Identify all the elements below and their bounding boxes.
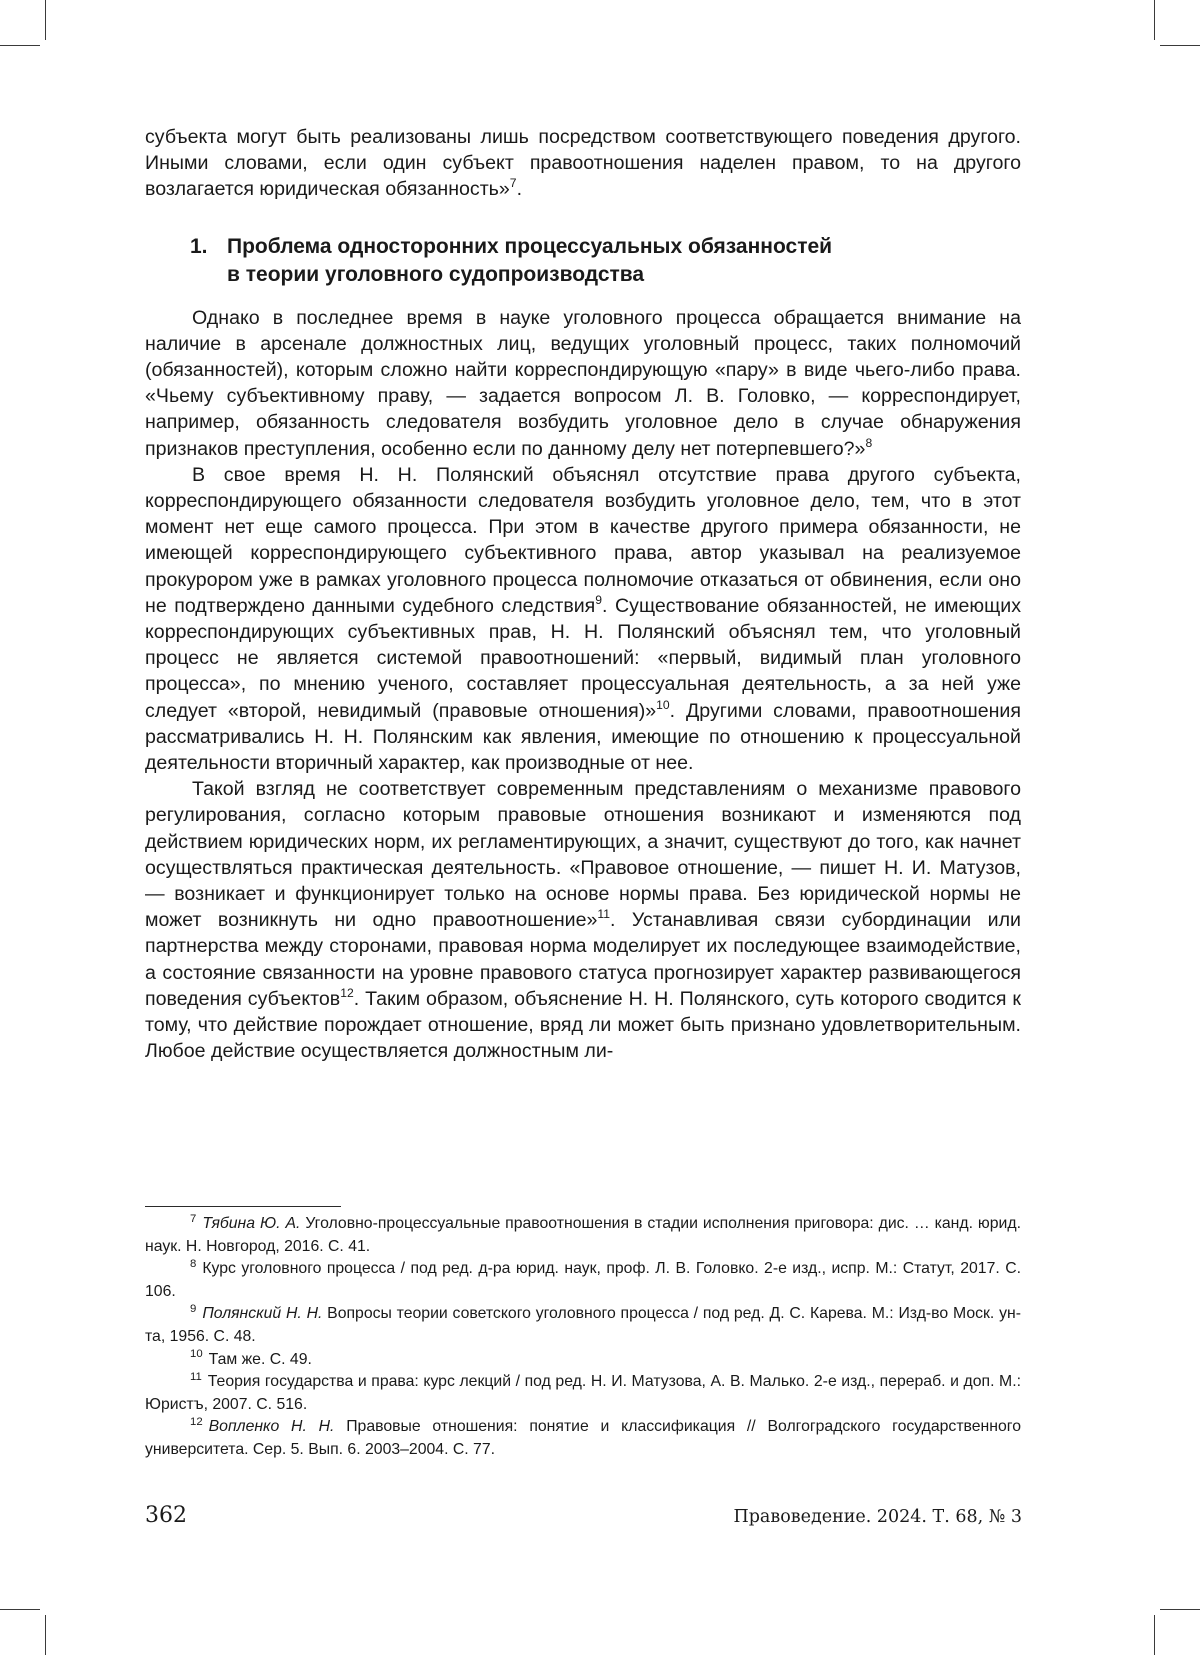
intro-text: субъекта могут быть реализованы лишь посредством соответствующего поведения другого. Иными словами, если один субъект правоотношения наделен правом, то на другого возлагается юридическая обязанность» (145, 126, 1021, 201)
page-number: 362 (145, 1503, 187, 1528)
paragraph-1 (145, 305, 1021, 462)
footnote-number: 10 (190, 1348, 203, 1361)
footnote-9 (145, 1303, 1021, 1348)
footnote-7 (145, 1213, 1021, 1258)
paragraph-2 (145, 462, 1021, 776)
footnote-11 (145, 1371, 1021, 1416)
footnote-ref-12: 12 (340, 986, 354, 1000)
paragraph-3-text-c: . Таким образом, объяснение Н. Н. Полянского, суть которого сводится к тому, что действие порождает отношение, вряд ли может быть признано удовлетворительным. Любое действие осуществляется должностным ли- (145, 987, 1021, 1063)
section-title-line-1: Проблема односторонних процессуальных обязанностей (227, 234, 833, 258)
section-number: 1. (190, 234, 208, 258)
footnote-text: Курс уголовного процесса / под ред. д-ра юрид. наук, проф. Л. В. Головко. 2-е изд., испр. М.: Статут, 2017. С. 106. (145, 1260, 1021, 1300)
footnote-text: Теория государства и права: курс лекций / под ред. Н. И. Матузова, А. В. Малько. 2-е изд., перераб. и доп. М.: Юристъ, 2007. С. 516. (145, 1373, 1021, 1413)
footnote-separator (145, 1206, 341, 1207)
paragraph-2-text-b: . Существование обязанностей, не имеющих корреспондирующих субъективных прав, Н. Н. Полянский объяснял тем, что уголовный процесс не является системой правоотношений: «первый, видимый план уголовного процесса», по мнению ученого, составляет процессуальная деятельность, а за ней уже следует «второй, невидимый (правовые отношения)» (145, 594, 1021, 722)
paragraph-2-text-c: . Другими словами, правоотношения рассматривались Н. Н. Полянским как явления, имеющие по отношению к процессуальной деятельности вторичный характер, как производные от нее. (145, 699, 1021, 775)
crop-mark-bottom-left-horizontal (0, 1609, 40, 1610)
footnote-number: 8 (190, 1257, 197, 1270)
footnote-author: Полянский Н. Н. (202, 1305, 323, 1323)
intro-text-end: . (516, 178, 523, 201)
intro-paragraph (145, 124, 1021, 203)
paragraph-3 (145, 776, 1021, 1064)
footnotes (145, 1213, 1021, 1462)
crop-mark-top-left-vertical (45, 0, 46, 40)
footnote-ref-8: 8 (865, 435, 873, 450)
footnote-number: 9 (190, 1303, 197, 1316)
footnote-12 (145, 1416, 1021, 1461)
footnote-author: Тябина Ю. А. (202, 1215, 301, 1232)
crop-mark-top-right-vertical (1154, 0, 1155, 40)
section-heading (145, 233, 1021, 290)
crop-mark-bottom-right-horizontal (1160, 1609, 1200, 1610)
footnote-number: 7 (190, 1212, 197, 1225)
footnote-ref-7: 7 (509, 176, 517, 191)
footnote-ref-10: 10 (656, 697, 670, 712)
crop-mark-bottom-right-vertical (1154, 1615, 1155, 1655)
paragraph-2-text-a: В свое время Н. Н. Полянский объяснял отсутствие права другого субъекта, корреспондирующего обязанности следователя возбудить уголовное дело, тем, что в этот момент нет еще самого процесса. При этом в качестве другого примера обязанности, не имеющей корреспондирующего субъективного права, автор указывал на реализуемое прокурором уже в рамках уголовного процесса полномочие отказаться от обвинения, если оно не подтверждено данными судебного следствия (145, 463, 1021, 617)
footnote-number: 11 (190, 1370, 202, 1383)
footnote-10 (145, 1349, 1021, 1372)
crop-mark-top-right-horizontal (1160, 45, 1200, 46)
crop-mark-top-left-horizontal (0, 45, 40, 46)
journal-info: Правоведение. 2024. Т. 68, № 3 (733, 1507, 1022, 1527)
footnote-text: Вопросы теории советского уголовного процесса / под ред. Д. С. Карева. М.: Изд-во Моск. ун-та, 1956. С. 48. (145, 1305, 1021, 1345)
section-title-line-2: в теории уголовного судопроизводства (227, 263, 645, 287)
body-text (145, 124, 1021, 1065)
paragraph-1-text: Однако в последнее время в науке уголовного процесса обращается внимание на наличие в арсенале должностных лиц, ведущих уголовный процесс, таких полномочий (обязанностей), которым сложно найти корреспондирующую «пару» в виде чьего-либо права. «Чьему субъективному праву, — задается вопросом Л. В. Головко, — корреспондирует, например, обязанность следователя возбудить уголовное дело в случае обнаружения признаков преступления, особенно если по данному делу нет потерпевшего?» (145, 306, 1021, 460)
footnote-author: Вопленко Н. Н. (208, 1418, 335, 1436)
footnote-text: Правовые отношения: понятие и классификация // Волгоградского государственного университета. Сер. 5. Вып. 6. 2003–2004. С. 77. (145, 1418, 1021, 1458)
paragraph-3-text-a: Такой взгляд не соответствует современным представлениям о механизме правового регулирования, согласно которым правовые отношения возникают и изменяются под действием юридических норм, их регламентирующих, а значит, существуют до того, как начнет осуществляться практическая деятельность. «Правовое отношение, — пишет Н. И. Матузов, — возникает и функционирует только на основе нормы права. Без юридической нормы не может возникнуть ни одно правоотношение» (145, 778, 1021, 932)
crop-mark-bottom-left-vertical (45, 1615, 46, 1655)
footnote-ref-9: 9 (595, 592, 603, 607)
footnote-ref-11: 11 (597, 907, 611, 922)
footnote-8 (145, 1258, 1021, 1303)
paragraph-3-text-b: . Устанавливая связи субординации или партнерства между сторонами, правовая норма моделирует их последующее взаимодействие, а состояние связанности на уровне правового статуса прогнозирует характер развивающегося поведения субъектов (145, 909, 1021, 1010)
footnote-text: Там же. С. 49. (208, 1350, 312, 1368)
footnote-number: 12 (190, 1416, 203, 1429)
footnote-text: Уголовно-процессуальные правоотношения в стадии исполнения приговора: дис. … канд. юрид. наук. Н. Новгород, 2016. С. 41. (145, 1215, 1021, 1255)
